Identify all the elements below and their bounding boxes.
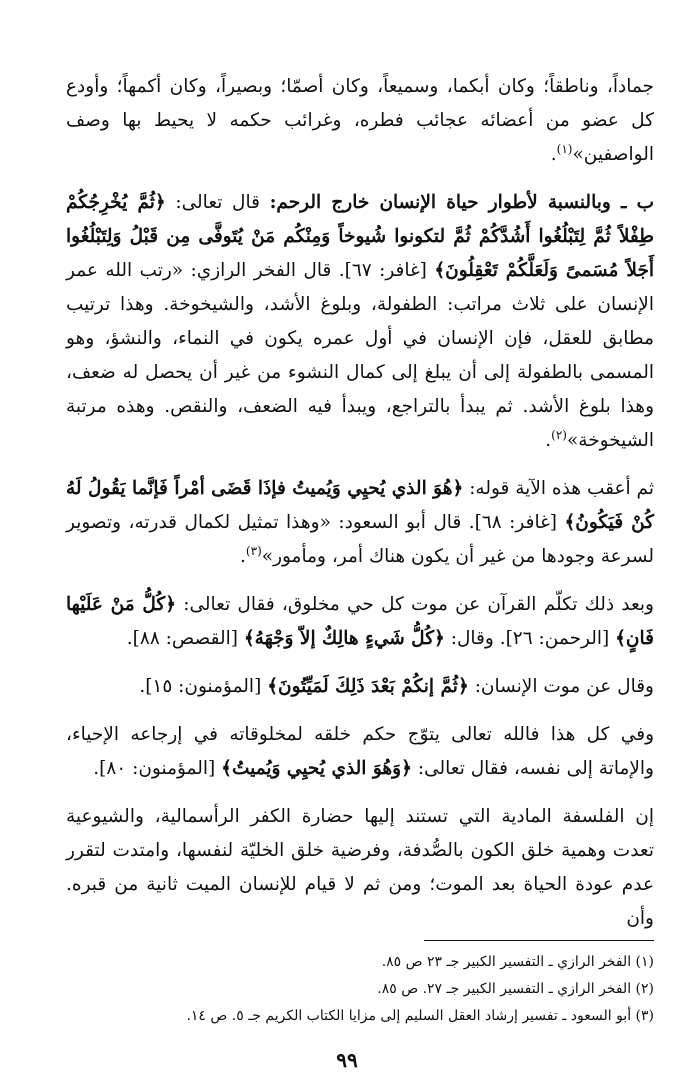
paragraph-text: [القصص: ٨٨]. xyxy=(126,628,244,649)
footnote-ref: (٣) xyxy=(245,543,262,558)
paragraph-text: وفي كل هذا فالله تعالى يتوّج حكم خلقه لمخلوقاته في إرجاعه الإحياء، والإماتة إلى نفسه، فقال تعالى: xyxy=(66,724,654,779)
footnote-ref: (١) xyxy=(556,141,573,156)
footnote-3: (٣) أبو السعود ـ تفسير إرشاد العقل السليم إلى مزايا الكتاب الكريم جـ ٥. ص ١٤. xyxy=(186,1008,654,1024)
section-heading: ب ـ وبالنسبة لأطوار حياة الإنسان خارج الرحم: xyxy=(269,192,654,213)
paragraph-2 xyxy=(66,186,654,458)
quran-verse: ﴿ثُمَّ يُخْرِجُكُمْ طِفْلاً ثُمَّ لِتَبْلُغُوا أَشُدَّكُمْ ثُمَّ لتكونوا شُيوخاً وَمِنْكُم مَنْ يُتَوفَّى مِن قَبْلُ وَلِتَبْلُغُوا أَجَلاً مُسَمىً وَلَعَلَّكُمْ تَعْقِلُونَ﴾ xyxy=(66,192,655,281)
quran-verse: ﴿كُلُّ مَنْ عَلَيْها فَانٍ﴾ xyxy=(66,594,654,649)
footnotes xyxy=(66,940,654,1030)
paragraph-text: وبعد ذلك تكلّم القرآن عن موت كل حي مخلوق، فقال تعالى: xyxy=(176,594,654,615)
paragraph-text: إن الفلسفة المادية التي تستند إليها حضارة الكفر الرأسمالية، والشيوعية تعدت وهمية خلق الكون بالصُّدفة، وفرضية خلق الخليّة لنفسها، وامتدت لتقرر عدم عودة الحياة بعد الموت؛ ومن ثم لا قيام للإنسان الميت ثانية من قبره. وأن xyxy=(66,806,654,929)
quran-verse: ﴿وَهُوَ الذي يُحيِي وَيُميتُ﴾ xyxy=(221,758,412,779)
paragraph-7 xyxy=(66,800,654,936)
footnote-divider xyxy=(424,940,654,941)
paragraph-text: ثم أعقب هذه الآية قوله: xyxy=(463,478,654,499)
paragraph-text: [غافر: ٦٧]. قال الفخر الرازي: «رتب الله عمر الإنسان على ثلاث مراتب: الطفولة، وبلوغ الأشد، والشيخوخة. وهذا ترتيب مطابق للعقل، فإن الإنسان في أول عمره يكون في النماء، والنشؤ، وهو المسمى بالطفولة إلى أن يبلغ إلى كمال النشوء من غير أن يحصل له ضعف، وهذا بلوغ الأشد. ثم يبدأ بالتراجع، ويبدأ فيه الضعف، والنقص. وهذه مرتبة الشيخوخة» xyxy=(66,260,654,451)
paragraph-end: . xyxy=(240,546,246,567)
paragraph-end: . xyxy=(550,144,557,165)
paragraph-5 xyxy=(66,670,654,704)
paragraph-text: قال تعالى: xyxy=(165,192,270,213)
paragraph-4 xyxy=(66,588,654,656)
footnote-ref: (٢) xyxy=(551,427,567,442)
paragraph-text: وقال عن موت الإنسان: xyxy=(468,676,654,697)
paragraph-text: [المؤمنون: ٨٠]. xyxy=(93,758,222,779)
footnote-1: (١) الفخر الرازي ـ التفسير الكبير جـ ٢٣ ص ٨٥. xyxy=(381,954,654,970)
paragraph-text: [المؤمنون: ١٥]. xyxy=(139,676,268,697)
paragraph-6 xyxy=(66,718,654,786)
paragraph-3 xyxy=(66,472,654,574)
footnote-2: (٢) الفخر الرازي ـ التفسير الكبير جـ ٢٧. ص ٨٥. xyxy=(377,981,654,997)
page-number: ٩٩ xyxy=(336,1048,358,1072)
paragraph-text: [الرحمن: ٢٦]. وقال: xyxy=(444,628,616,649)
paragraph-text: [غافر: ٦٨]. قال أبو السعود: «وهذا تمثيل لكمال قدرته، وتصوير لسرعة وجودها من غير أن يكون هناك أمر، ومأمور» xyxy=(66,512,654,567)
paragraph-end: . xyxy=(545,430,552,451)
quran-verse: ﴿هُوَ الذي يُحيِي وَيُميتُ فإذَا قَضَى أمْراً فَإنَّما يَقُولُ لَهُ كُنْ فَيَكُونُ﴾ xyxy=(66,478,654,533)
quran-verse: ﴿ثُمَّ إنكُمْ بَعْدَ ذَلِكَ لَمَيِّتُونَ﴾ xyxy=(267,676,469,697)
quran-verse: ﴿كُلُّ شَيءٍ هالِكٌ إلاّ وَجْهَهُ﴾ xyxy=(243,628,445,649)
paragraph-1 xyxy=(66,70,654,172)
main-text xyxy=(66,70,654,944)
paragraph-text: جماداً، وناطقاً؛ وكان أبكما، وسميعاً، وكان أصمّا؛ وبصيراً، وكان أكمهاً؛ وأودع كل عضو من أعضائه عجائب فطره، وغرائب حكمه لا يحيط بها وصف الواصفين» xyxy=(66,76,654,165)
